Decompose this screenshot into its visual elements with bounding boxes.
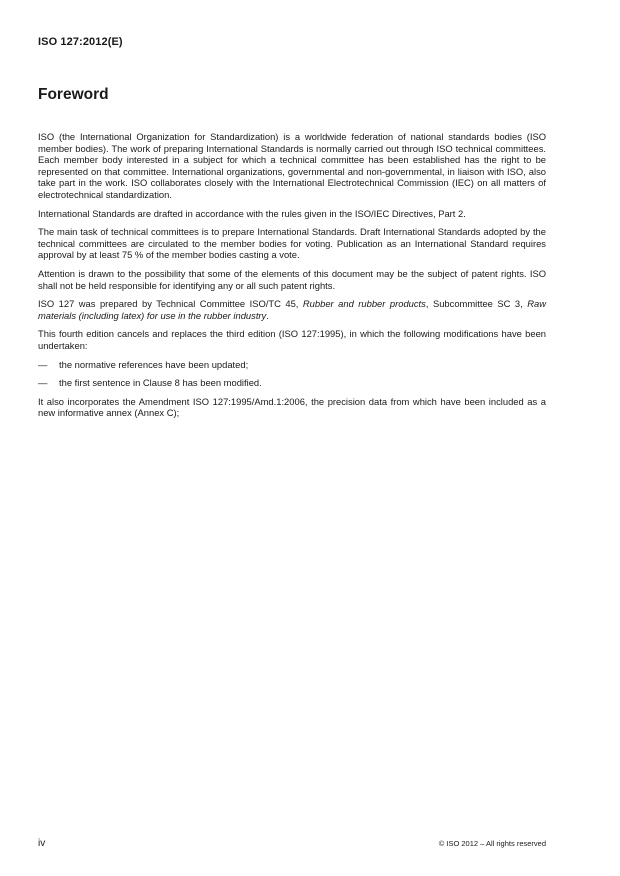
list-dash: — [38, 358, 48, 370]
prepared-by-middle: , Subcommittee SC 3, [425, 298, 528, 310]
list-item [38, 377, 546, 389]
foreword-body [38, 131, 546, 426]
committee-name: Rubber and rubber products [302, 298, 426, 310]
section-title: Foreword [38, 86, 109, 103]
paragraph-directives: International Standards are drafted in accordance with the rules given in the ISO/IEC Directives, Part 2. [38, 207, 466, 219]
paragraph-prepared-by [38, 298, 546, 321]
paragraph-patent-rights: Attention is drawn to the possibility that some of the elements of this document may be the subject of patent rights. ISO shall not be held responsible for identifying any or all such patent rights. [38, 267, 546, 291]
document-identifier: ISO 127:2012(E) [38, 36, 123, 48]
list-item-text: the first sentence in Clause 8 has been modified. [59, 377, 262, 389]
list-item-text: the normative references have been updated; [59, 358, 249, 370]
paragraph-edition: This fourth edition cancels and replaces the third edition (ISO 127:1995), in which the following modifications have been undertaken: [38, 328, 546, 351]
paragraph-amendment: It also incorporates the Amendment ISO 127:1995/Amd.1:2006, the precision data from which have been included as a new informative annex (Annex C); [38, 395, 546, 419]
subcommittee-name: Raw materials (including latex) for use in the rubber industry [38, 298, 546, 321]
list-dash: — [38, 377, 48, 389]
page-footer [38, 838, 546, 852]
page-number: iv [38, 838, 46, 849]
prepared-by-suffix: . [266, 309, 269, 321]
paragraph-iso-intro: ISO (the International Organization for Standardization) is a worldwide federation of national standards bodies (ISO member bodies). The work of preparing International Standards is normally carried out through ISO technical committees. Each member body interested in a subject for which a technical committee has been established has the right to be represented on that committee. International organizations, governmental and non-governmental, in liaison with ISO, also take part in the work. ISO collaborates closely with the International Electrotechnical Commission (IEC) on all matters of electrotechnical standardization. [38, 131, 546, 200]
list-item [38, 359, 546, 371]
prepared-by-prefix: ISO 127 was prepared by Technical Committee ISO/TC 45, [38, 298, 303, 310]
paragraph-technical-committees: The main task of technical committees is to prepare International Standards. Draft International Standards adopted by the technical committees are circulated to the member bodies for voting. Publication as an International Standard requires approval by at least 75 % of the member bodies casting a vote. [38, 226, 546, 261]
copyright-notice: © ISO 2012 – All rights reserved [438, 839, 546, 848]
